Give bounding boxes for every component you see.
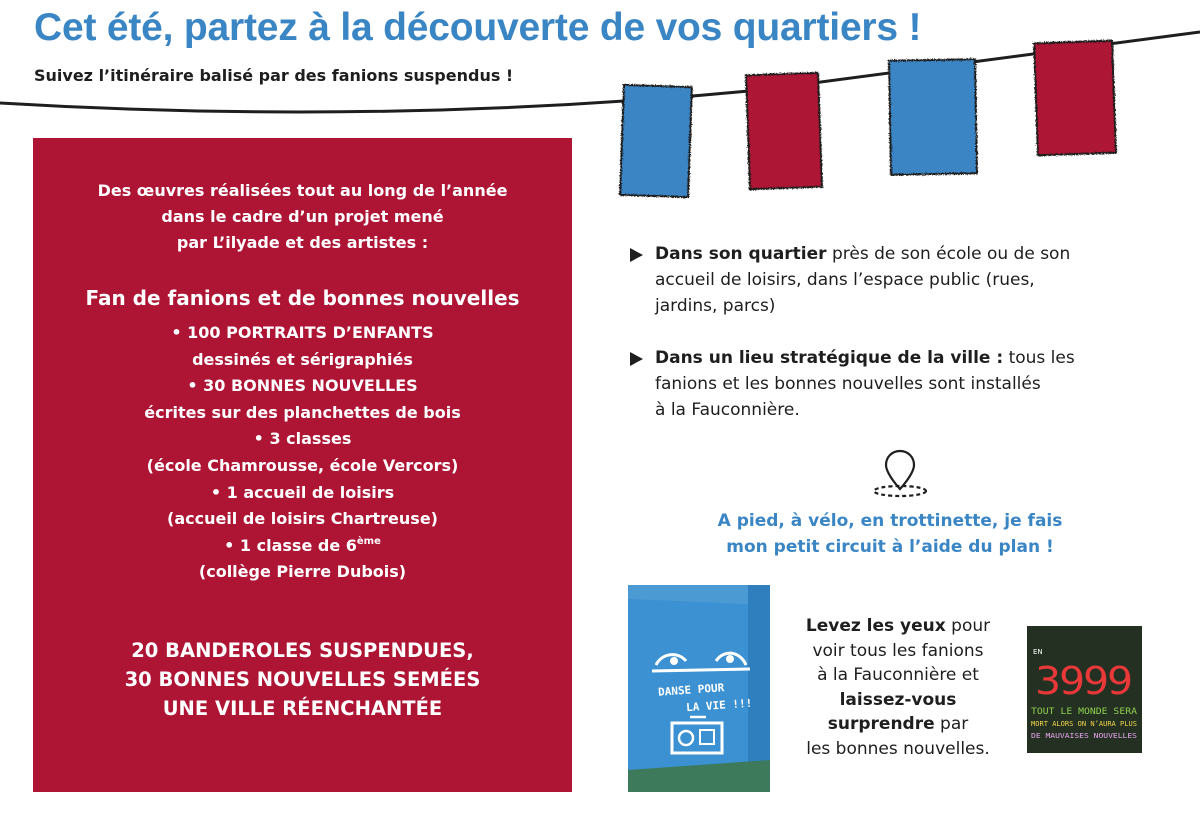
bunting-flag-red	[1034, 41, 1116, 156]
bunting-flag-blue	[620, 85, 692, 197]
raise-line	[772, 712, 1024, 737]
list-item-detail: (école Chamrousse, école Vercors)	[146, 455, 459, 475]
raise-bold: surprendre	[827, 714, 935, 734]
bullet-strategic-place	[628, 345, 1148, 423]
raise-line	[772, 614, 1024, 639]
page-subtitle: Suivez l’itinéraire balisé par des fanions suspendus !	[34, 66, 514, 85]
bullet-text: tous les	[1003, 348, 1075, 368]
list-item-detail: (accueil de loisirs Chartreuse)	[167, 509, 438, 529]
garland-string	[0, 32, 1200, 112]
list-item-detail: écrites sur des planchettes de bois	[144, 402, 461, 422]
intro-line: Des œuvres réalisées tout au long de l’année	[97, 181, 508, 200]
bullet-text: près de son école ou de son	[826, 244, 1071, 264]
raise-bold: laissez-vous	[839, 689, 957, 710]
project-title: Fan de fanions et de bonnes nouvelles	[85, 286, 520, 310]
bullet-neighbourhood	[628, 241, 1148, 319]
bullet-line: jardins, parcs)	[655, 296, 776, 316]
raise-line: à la Fauconnière et	[817, 665, 979, 685]
photo-blue-flag	[628, 585, 770, 792]
raise-text-part: par	[934, 714, 969, 734]
board-prefix: EN	[1033, 648, 1043, 656]
flag-text-line: DANSE POUR	[657, 681, 725, 699]
bullet-line	[655, 241, 1148, 267]
photo-good-news-board	[1027, 626, 1142, 753]
raise-eyes-text	[772, 614, 1024, 761]
raise-line	[772, 688, 1024, 713]
list-item: • 100 PORTRAITS D’ENFANTS	[171, 323, 434, 342]
triangle-bullet-icon	[630, 352, 643, 366]
bullet-line: à la Fauconnière.	[655, 400, 800, 420]
page-title: Cet été, partez à la découverte de vos quartiers !	[34, 6, 922, 49]
board-number: 3999	[1035, 659, 1131, 703]
flag-text-line: LA VIE !!!	[685, 696, 753, 715]
project-list	[33, 320, 572, 586]
intro-line: par L’ilyade et des artistes :	[176, 233, 429, 252]
route-message	[660, 508, 1120, 560]
panel-intro	[33, 178, 572, 256]
bunting-flag-blue	[889, 59, 977, 174]
list-item-text: • 1 classe de 6	[224, 535, 357, 555]
list-item: • 3 classes	[253, 429, 352, 449]
map-pin-icon	[870, 446, 930, 502]
project-info-panel	[33, 138, 572, 792]
route-message-line: mon petit circuit à l’aide du plan !	[726, 537, 1054, 557]
bullet-line: accueil de loisirs, dans l’espace public (rues,	[655, 270, 1035, 290]
list-item: • 1 accueil de loisirs	[210, 482, 395, 502]
list-item: • 30 BONNES NOUVELLES	[187, 376, 418, 396]
tagline-line: UNE VILLE RÉENCHANTÉE	[162, 697, 443, 720]
raise-line: les bonnes nouvelles.	[806, 738, 990, 759]
board-line: MORT ALORS ON N’AURA PLUS	[1031, 720, 1137, 728]
triangle-bullet-icon	[630, 248, 643, 262]
list-item	[33, 533, 572, 560]
bullet-line	[655, 345, 1148, 371]
tagline-line: 30 BONNES NOUVELLES SEMÉES	[124, 668, 481, 691]
intro-line: dans le cadre d’un projet mené	[161, 207, 444, 226]
bullet-heading: Dans un lieu stratégique de la ville :	[655, 348, 1004, 368]
list-item-detail: (collège Pierre Dubois)	[198, 562, 407, 582]
raise-line: voir tous les fanions	[812, 640, 984, 661]
board-line: DE MAUVAISES NOUVELLES	[1031, 732, 1137, 740]
bullet-line: fanions et les bonnes nouvelles sont installés	[655, 374, 1041, 394]
raise-bold: Levez les yeux	[805, 616, 946, 636]
route-message-line: A pied, à vélo, en trottinette, je fais	[717, 511, 1063, 531]
bunting-flag-red	[746, 73, 822, 189]
board-drawing	[1027, 626, 1142, 753]
tagline-line: 20 BANDEROLES SUSPENDUES,	[131, 639, 474, 662]
flag-drawing	[628, 585, 770, 792]
board-line: TOUT LE MONDE SERA	[1031, 707, 1137, 717]
panel-tagline	[33, 636, 572, 723]
ordinal-superscript: ème	[356, 535, 381, 547]
raise-text-part: pour	[945, 616, 991, 636]
bullet-heading: Dans son quartier	[655, 244, 827, 264]
list-item-detail: dessinés et sérigraphiés	[192, 349, 413, 369]
